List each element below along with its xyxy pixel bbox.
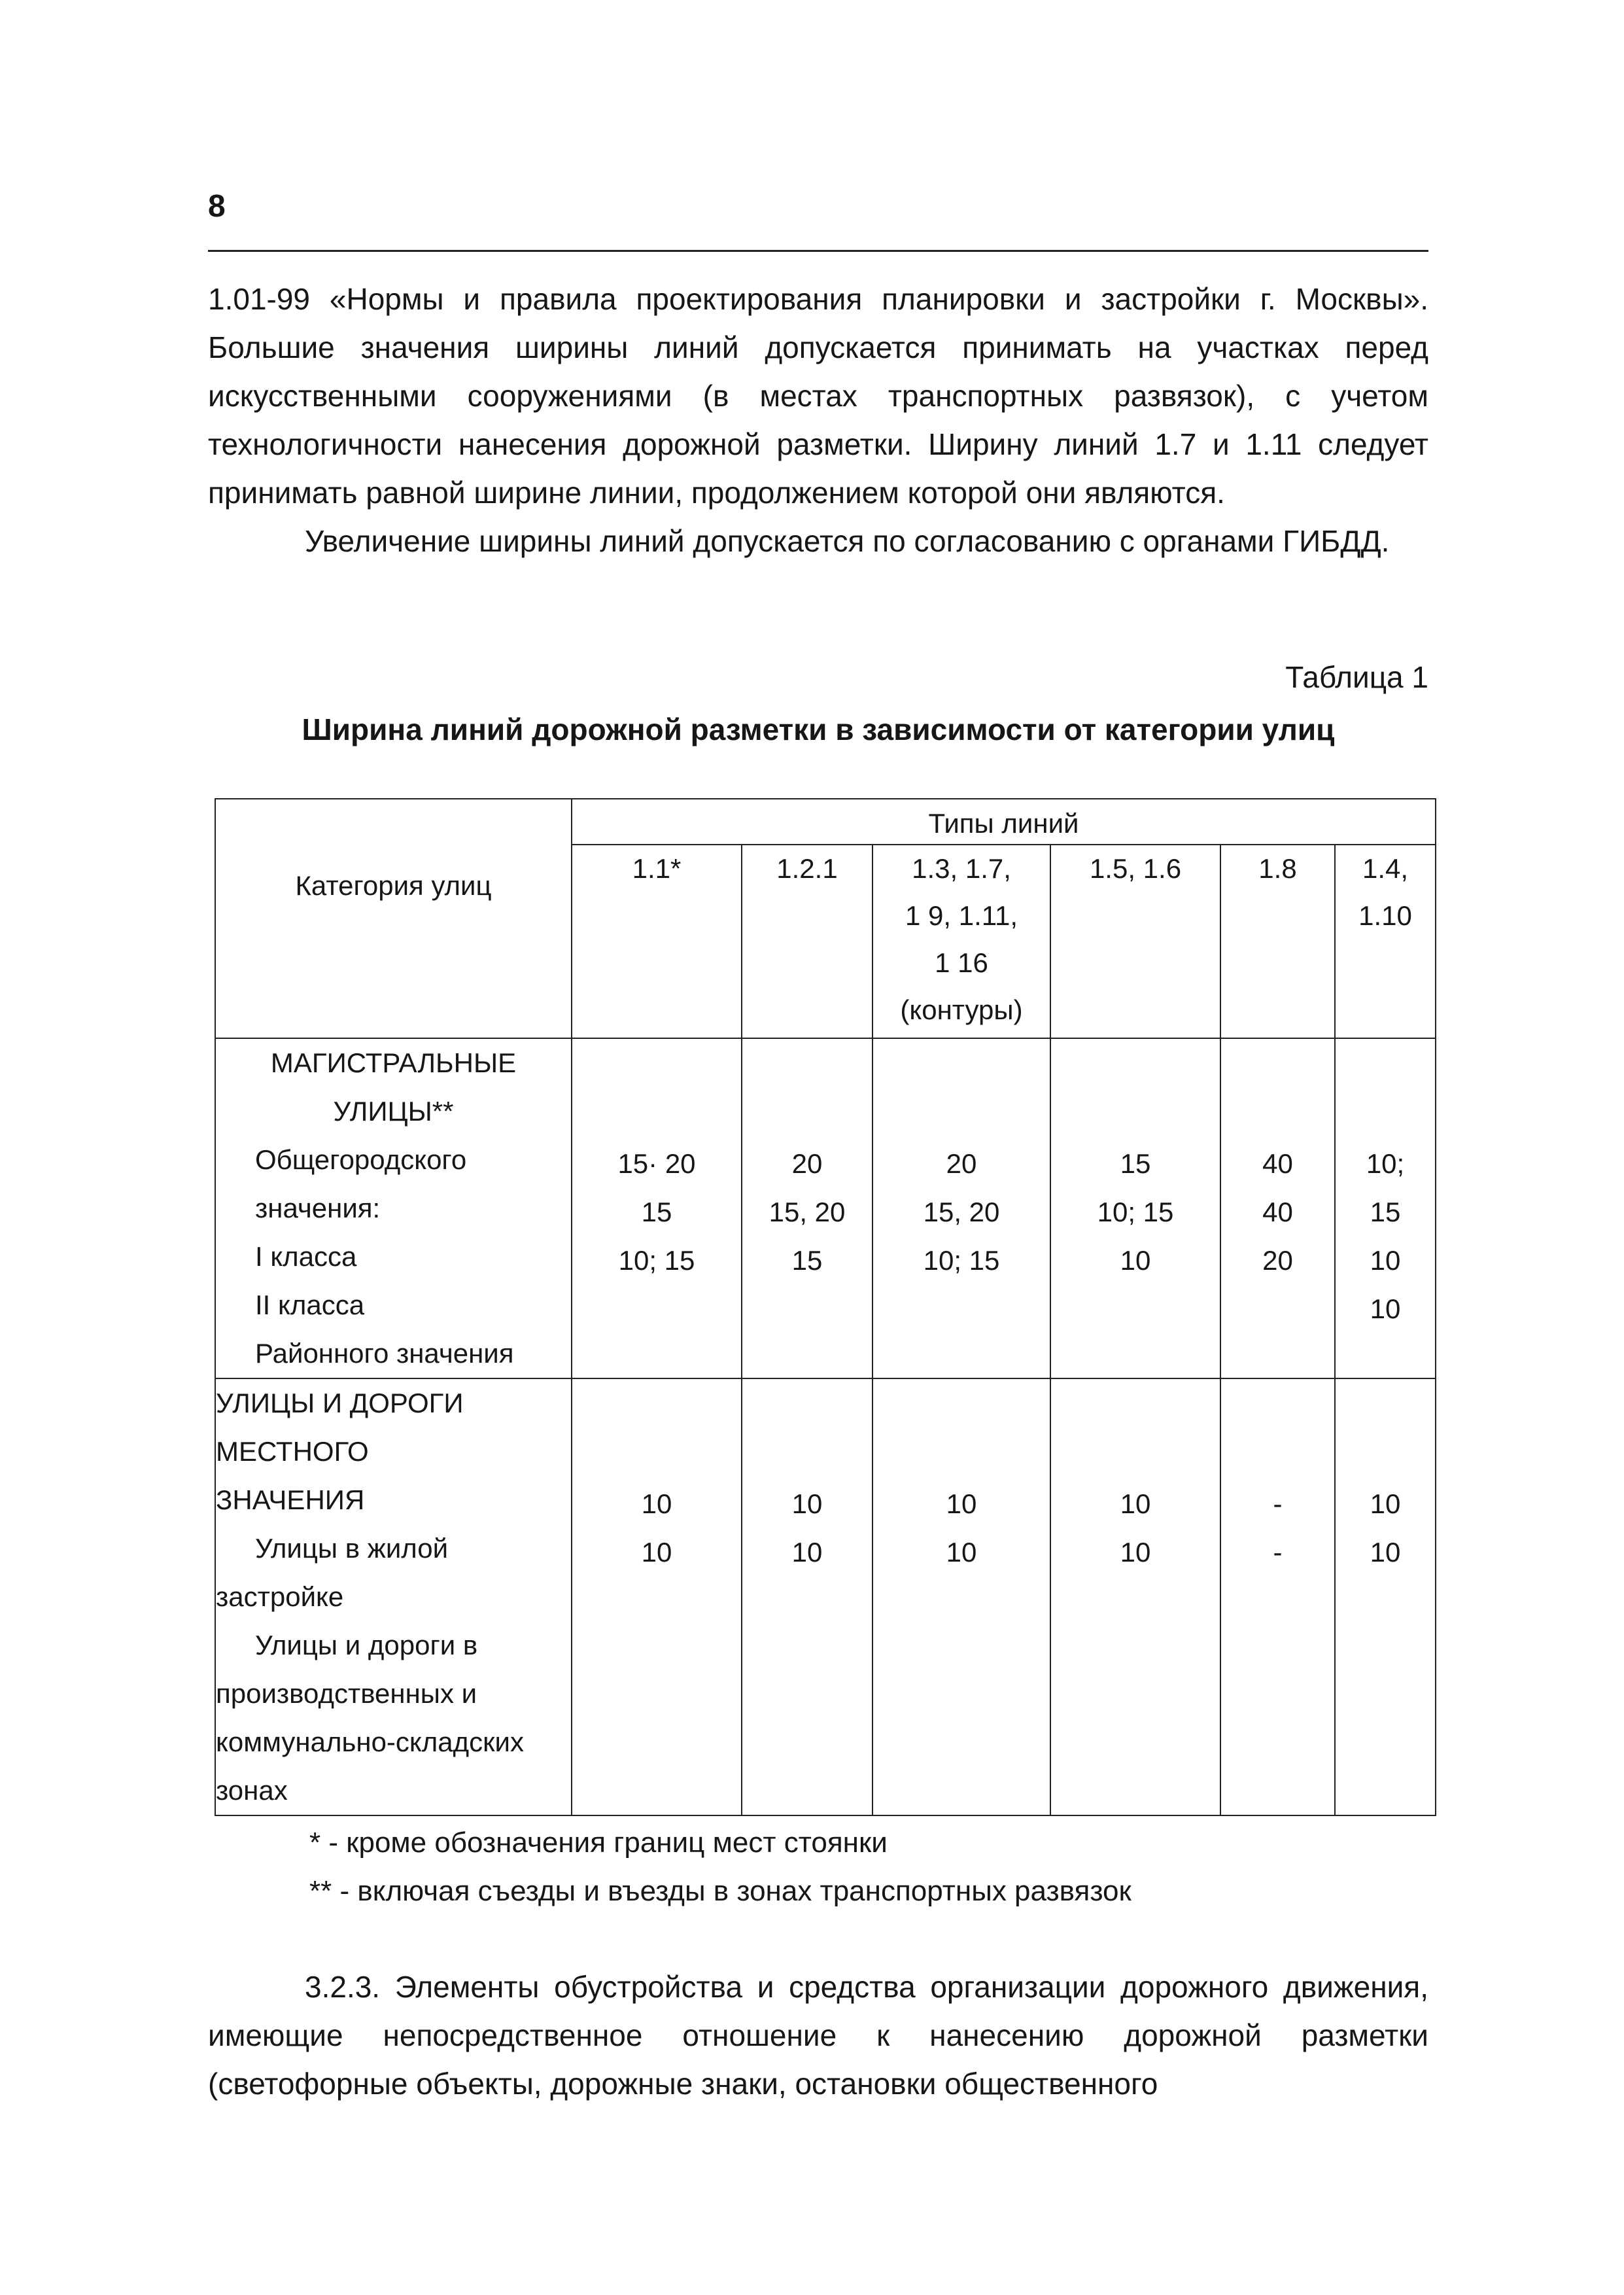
table-title: Ширина линий дорожной разметки в зависимости от категории улиц xyxy=(302,712,1335,746)
local-val-col-3: 10 10 xyxy=(872,1378,1050,1815)
intro-paragraph: 1.01-99 «Нормы и правила проектирования планировки и застройки г. Москвы». Большие значения ширины линий допускается принимать на участках перед искусственными сооружениями (в местах транспортных развязок), с учетом технологичности нанесения дорожной разметки. Ширину линий 1.7 и 1.11 следует принимать равной ширине линии, продолжением которой они являются. xyxy=(208,282,1428,510)
local-streets-category xyxy=(215,1378,572,1815)
col-header-2: 1.2.1 xyxy=(742,845,872,1038)
main-val-col-2: 20 15, 20 15 xyxy=(742,1038,872,1378)
main-val-col-4: 15 10; 15 10 xyxy=(1050,1038,1220,1378)
table-caption: Таблица 1 xyxy=(1285,660,1428,694)
local-val-col-4: 10 10 xyxy=(1050,1378,1220,1815)
types-header: Типы линий xyxy=(572,799,1436,845)
table xyxy=(215,798,1436,1816)
main-val-col-3: 20 15, 20 10; 15 xyxy=(872,1038,1050,1378)
col-header-4: 1.5, 1.6 xyxy=(1050,845,1220,1038)
section-paragraph: 3.2.3. Элементы обустройства и средства организации дорожного движения, имеющие непосредственное отношение к нанесению дорожной разметки (светофорные объекты, дорожные знаки, остановки общественного xyxy=(208,1970,1428,2101)
col-header-5: 1.8 xyxy=(1220,845,1335,1038)
section-text xyxy=(208,1963,1428,2108)
page-number: 8 xyxy=(208,189,226,224)
footnotes xyxy=(208,1819,1428,1916)
line-width-table xyxy=(215,798,1435,1816)
main-val-col-6: 10; 15 10 10 xyxy=(1335,1038,1436,1378)
second-paragraph: Увеличение ширины линий допускается по согласованию с органами ГИБДД. xyxy=(305,524,1390,558)
table-row-main-streets xyxy=(215,1038,1436,1378)
main-val-col-1: 15· 20 15 10; 15 xyxy=(572,1038,742,1378)
main-streets-subrows: Общегородского значения: I класса II класса Районного значения xyxy=(255,1144,514,1369)
local-row-a: Улицы в жилой xyxy=(255,1533,449,1564)
local-row-b-cont: производственных и коммунально-складских зонах xyxy=(216,1678,524,1806)
table-row-local-streets xyxy=(215,1378,1436,1815)
local-row-a-cont: застройке xyxy=(216,1581,344,1612)
local-val-col-1: 10 10 xyxy=(572,1378,742,1815)
main-streets-category xyxy=(215,1038,572,1378)
main-val-col-5: 40 40 20 xyxy=(1220,1038,1335,1378)
footnote-2: ** - включая съезды и въезды в зонах транспортных развязок xyxy=(309,1875,1132,1907)
col-header-1: 1.1* xyxy=(572,845,742,1038)
table-header-row-1 xyxy=(215,799,1436,845)
main-streets-title: МАГИСТРАЛЬНЫЕ УЛИЦЫ** xyxy=(270,1047,517,1127)
local-streets-title: УЛИЦЫ И ДОРОГИ МЕСТНОГО ЗНАЧЕНИЯ xyxy=(216,1388,464,1515)
intro-text xyxy=(208,275,1428,565)
category-header: Категория улиц xyxy=(215,799,572,1038)
col-header-3: 1.3, 1.7, 1 9, 1.11, 1 16 (контуры) xyxy=(872,845,1050,1038)
local-val-col-5: - - xyxy=(1220,1378,1335,1815)
col-header-6: 1.4, 1.10 xyxy=(1335,845,1436,1038)
footnote-1: * - кроме обозначения границ мест стоянки xyxy=(309,1827,888,1859)
local-val-col-6: 10 10 xyxy=(1335,1378,1436,1815)
header-rule xyxy=(208,250,1428,252)
local-row-b: Улицы и дороги в xyxy=(255,1630,478,1660)
local-val-col-2: 10 10 xyxy=(742,1378,872,1815)
